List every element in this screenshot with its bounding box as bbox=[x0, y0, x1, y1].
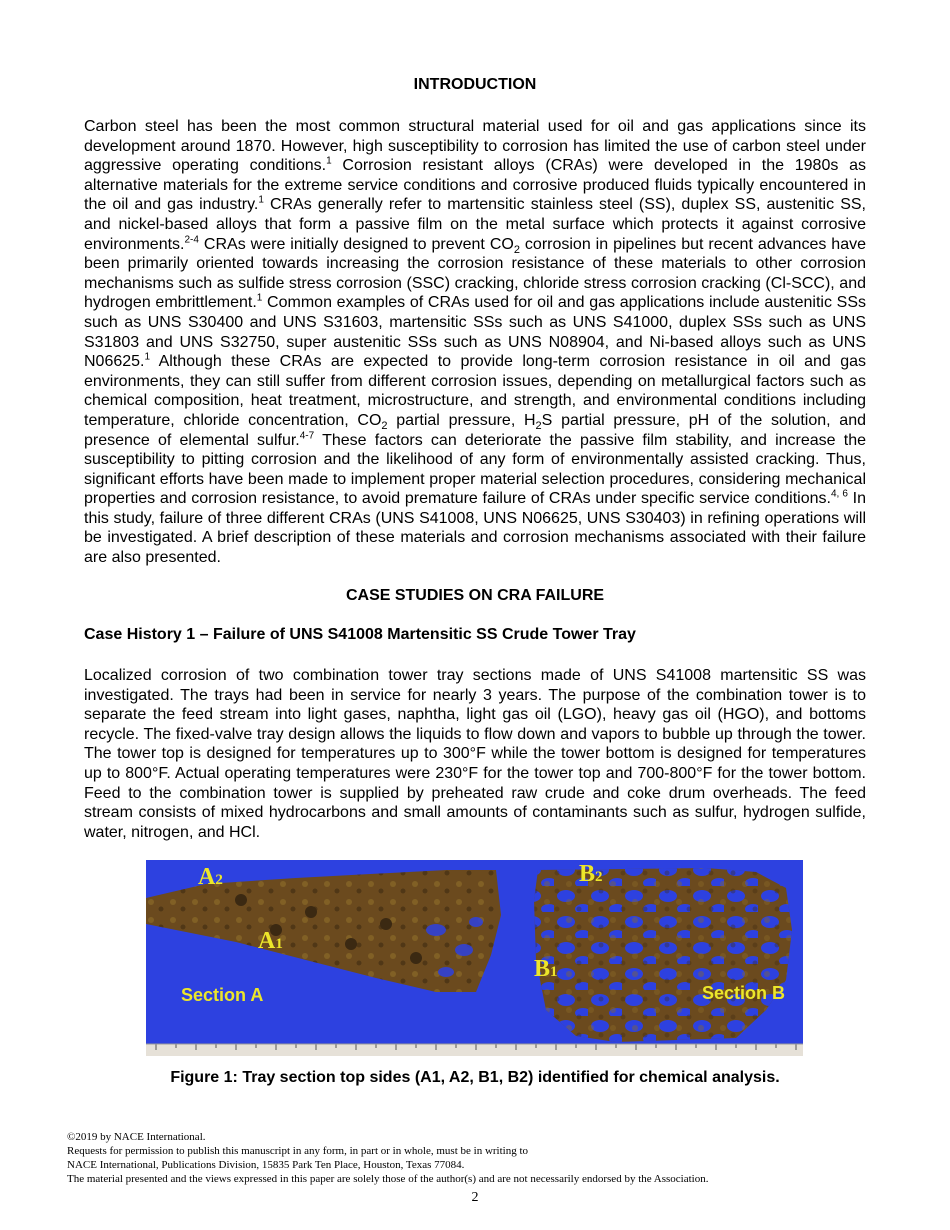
intro-heading: INTRODUCTION bbox=[413, 76, 537, 93]
case-studies-heading: CASE STUDIES ON CRA FAILURE bbox=[345, 587, 605, 604]
publisher-address: NACE International, Publications Division, 15835 Park Ten Place, Houston, Texas 77084. bbox=[67, 1159, 465, 1171]
figure-1-photo bbox=[146, 860, 803, 1056]
label-a2: A2 bbox=[198, 864, 223, 890]
case-history-1-paragraph: Localized corrosion of two combination tower tray sections made of UNS S41008 martensitic SS was investigated. The trays had been in service for nearly 3 years. The purpose of the combination tower is to separate the feed stream into light gases, naphtha, light gas oil (LGO), heavy gas oil (HGO), and bottoms recycle. The fixed-valve tray design allows the liquids to flow down and vapors to bubble up through the tower. The tower top is designed for temperatures up to 300°F while the tower bottom is designed for temperatures up to 800°F. Actual operating temperatures were 230°F for the tower top and 700-800°F for the tower bottom. Feed to the combination tower is supplied by preheated raw crude and coke drum overheads. The feed stream consists of mixed hydrocarbons and small amounts of contaminants such as sulfur, hydrogen sulfide, water, nitrogen, and HCl. bbox=[84, 667, 866, 841]
section-a-label: Section A bbox=[181, 985, 264, 1005]
disclaimer: The material presented and the views expressed in this paper are solely those of the author(s) and are not necessarily endorsed by the Association. bbox=[67, 1173, 709, 1185]
label-b1: B1 bbox=[534, 956, 558, 982]
intro-paragraph: Carbon steel has been the most common structural material used for oil and gas applications since its development around 1870. However, high susceptibility to corrosion has limited the use of carbon steel under aggressive operating conditions.$^1$ Corrosion resistant alloys (CRAs) were developed in the 1980s as alternative materials for the extreme service conditions and corrosive produced fluids typically encountered in the oil and gas industry.$^1$ CRAs generally refer to martensitic stainless steel (SS), duplex SS, austenitic SS, and nickel-based alloys that form a passive film on the metal surface which protects it against corrosive environments.$^{2-4}$ CRAs were initially designed to prevent $CO_2$ corrosion in pipelines but recent advances have been primarily oriented towards increasing the corrosion resistance of these materials to other corrosion mechanisms such as sulfide stress corrosion (SSC) cracking, chloride stress corrosion cracking (Cl-SCC), and hydrogen embrittlement.$^1$ Common examples of CRAs used for oil and gas applications include austenitic SSs such as UNS S30400 and UNS S31603, martensitic SSs such as UNS S41000, duplex SSs such as UNS S31803 and UNS S32750, super austenitic SSs such as UNS N08904, and Ni-based alloys such as UNS N06625.$^1$ Although these CRAs are expected to provide long-term corrosion resistance in oil and gas environments, they can still suffer from different corrosion issues, depending on metallurgical factors such as chemical composition, heat treatment, microstructure, and strength, and environmental conditions including temperature, chloride concentration, $CO_2$ partial pressure, $H_2S$ partial pressure, pH of the solution, and presence of elemental sulfur.$^{4-7}$ These factors can deteriorate the passive film stability, and increase the susceptibility to pitting corrosion and the likelihood of any form of environmentally assisted cracking. Thus, significant efforts have been made to implement proper material selection procedures, considering mechanical properties and corrosion resistance, to avoid premature failure of CRAs under specific service conditions.$^{4, 6}$ In this study, failure of three different CRAs (UNS S41008, UNS N06625, UNS S30403) in refining operations will be investigated. A brief description of these materials and corrosion mechanisms associated with their failure are also presented. bbox=[84, 118, 867, 567]
section-b-label: Section B bbox=[702, 983, 786, 1003]
case-history-1-heading: Case History 1 – Failure of UNS S41008 Martensitic SS Crude Tower Tray bbox=[84, 626, 636, 643]
label-a1: A1 bbox=[258, 928, 283, 954]
label-b2: B2 bbox=[579, 861, 603, 887]
figure-1-caption: Figure 1: Tray section top sides (A1, A2, B1, B2) identified for chemical analysis. bbox=[170, 1069, 780, 1086]
copyright-notice: ©2019 by NACE International. bbox=[67, 1131, 206, 1143]
tray-sections-illustration bbox=[146, 860, 803, 1056]
page-number: 2 bbox=[471, 1190, 479, 1205]
permission-notice: Requests for permission to publish this manuscript in any form, in part or in whole, must be in writing to bbox=[67, 1145, 529, 1157]
ruler bbox=[146, 1044, 803, 1056]
